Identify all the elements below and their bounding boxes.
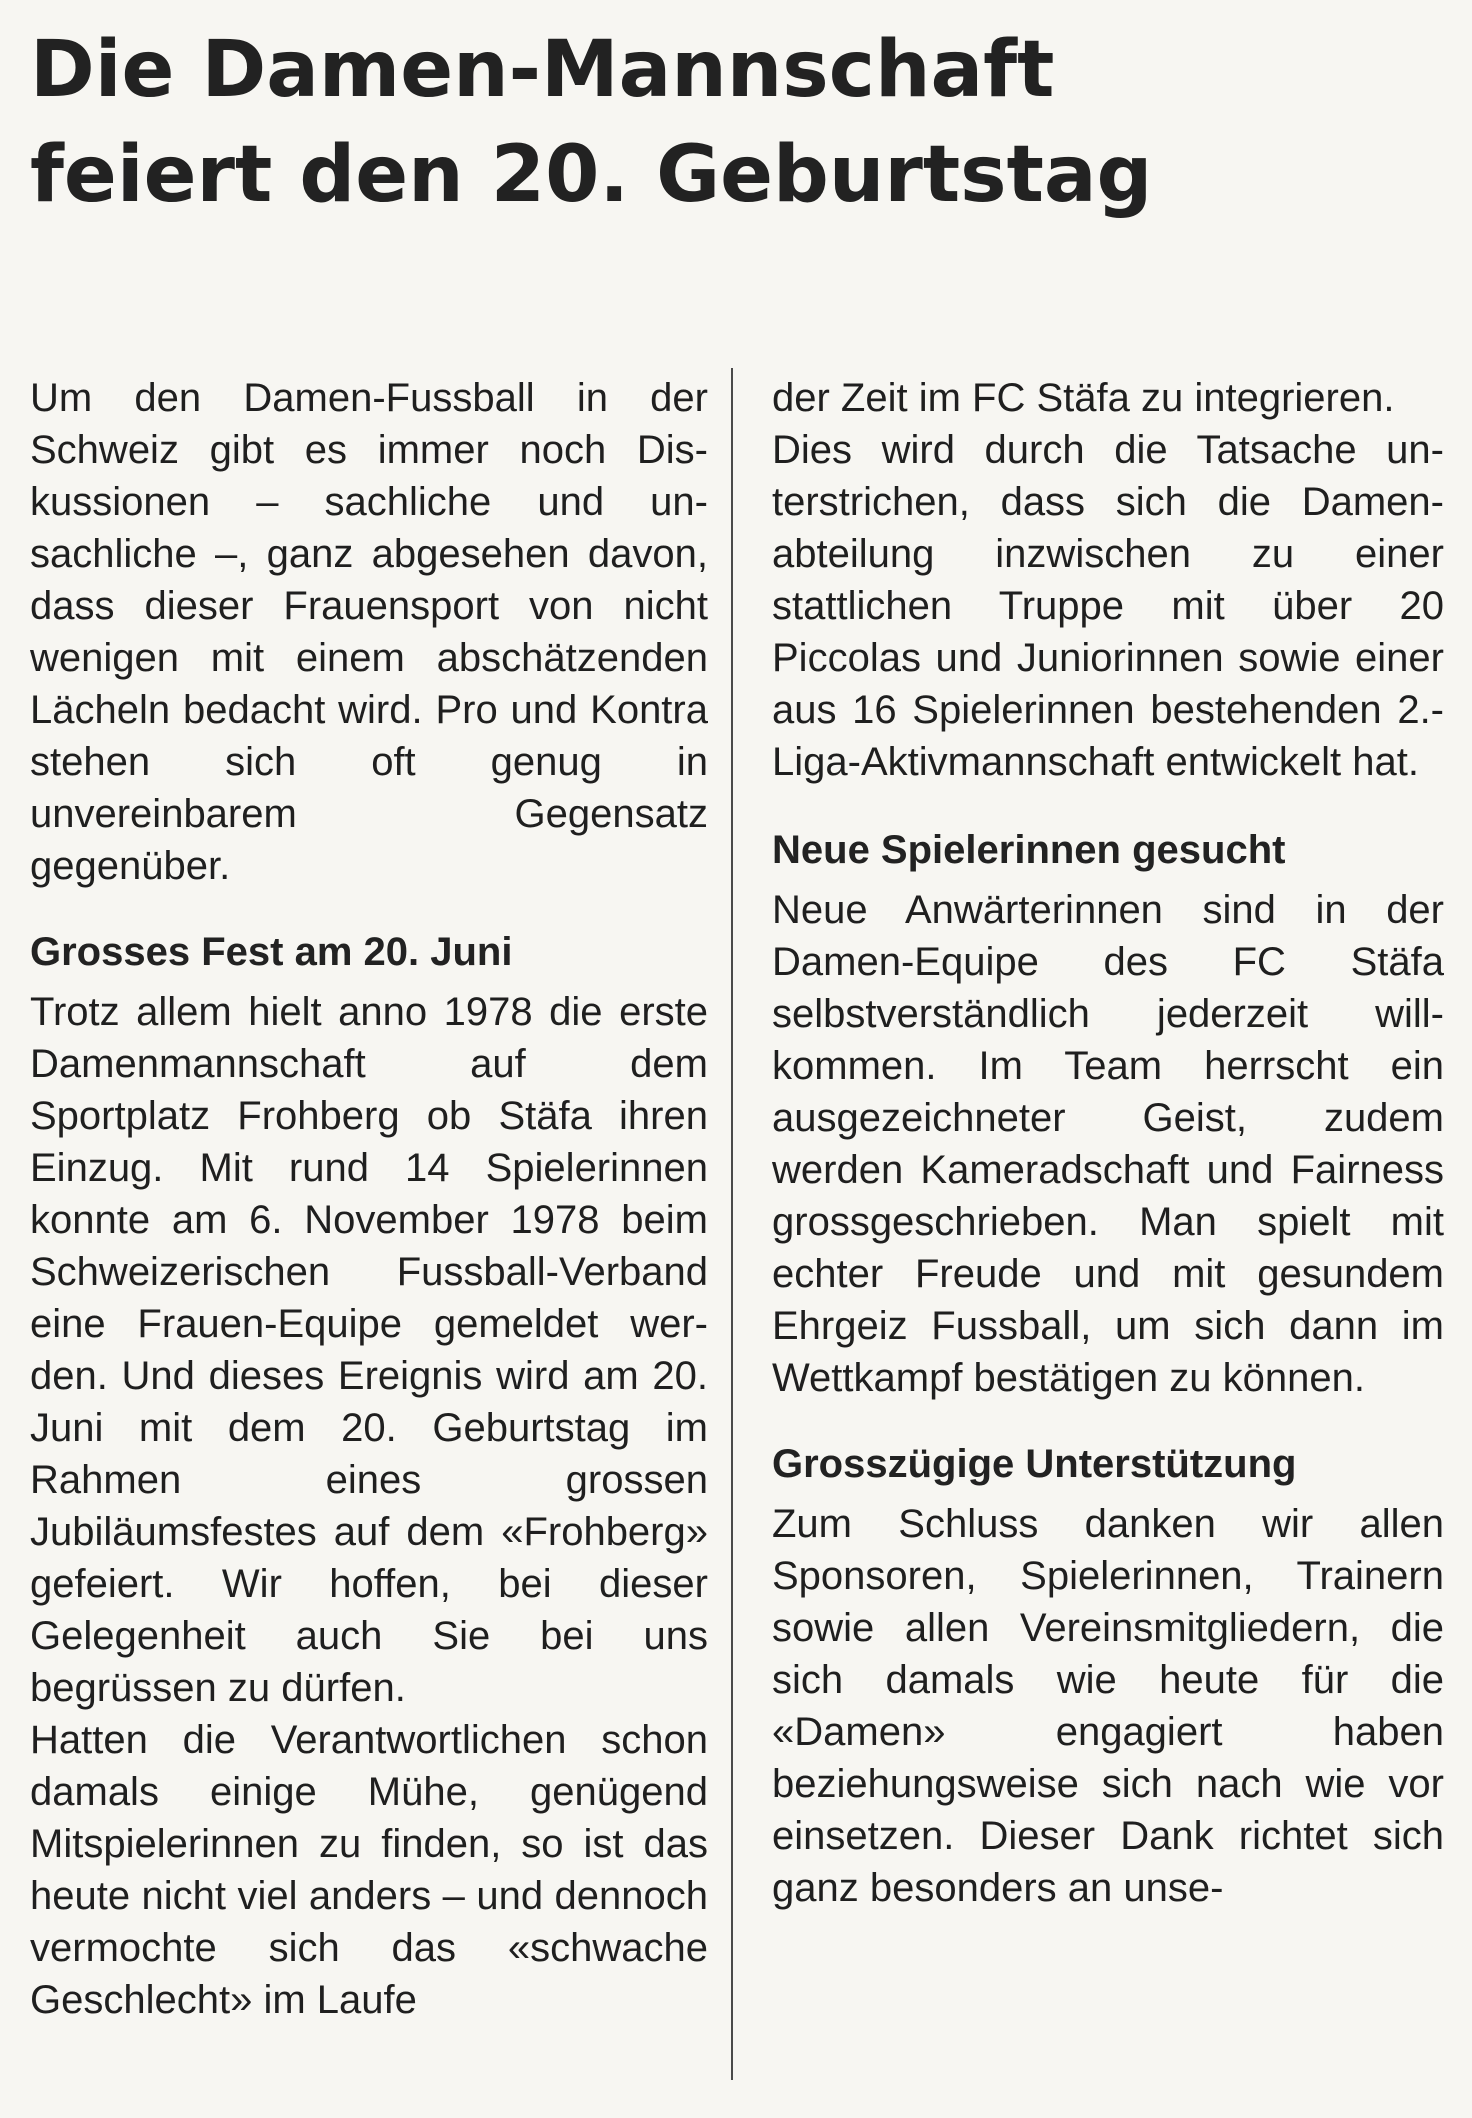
continuation-paragraph: der Zeit im FC Stäfa zu integrieren. (772, 376, 1395, 420)
subhead-unterstuetzung: Grosszügige Unterstützung (772, 1442, 1297, 1486)
paragraph-verantwortlichen: Hatten die Verantwortlichen schon damals einige Mühe, genügend Mitspielerinnen zu finden, so ist das heute nicht viel anders – und dennoch vermochte sich das «schwache Geschlecht» im Laufe (30, 1718, 708, 2022)
subhead-grosses-fest: Grosses Fest am 20. Juni (30, 930, 513, 974)
column-divider (731, 368, 733, 2080)
right-column (772, 372, 1444, 1914)
headline-line-1: Die Damen-Mannschaft (30, 25, 1055, 115)
intro-paragraph: Um den Damen-Fussball in der Schweiz gibt es immer noch Diskussionen – sachliche und unsachliche –, ganz abgesehen davon, dass dieser Frauensport von nicht wenigen mit einem abschätzenden Lächeln bedacht wird. Pro und Kontra stehen sich oft genug in unvereinbarem Gegensatz gegenüber. (30, 376, 708, 888)
left-column (30, 372, 708, 2026)
paragraph-tatsache: Dies wird durch die Tatsache unterstrichen, dass sich die Damenabteilung inzwischen zu einer stattlichen Truppe mit über 20 Piccolas und Juniorinnen sowie einer aus 16 Spielerinnen bestehenden 2.-Liga-Aktivmannschaft entwickelt hat. (772, 428, 1444, 784)
paragraph-neue-spielerinnen: Neue Anwärterinnen sind in der Damen-Equipe des FC Stäfa selbstverständlich jederzeit willkommen. Im Team herrscht ein ausgezeichneter Geist, zudem werden Kameradschaft und Fairness grossgeschrieben. Man spielt mit echter Freude und mit gesundem Ehrgeiz Fussball, um sich dann im Wettkampf bestätigen zu können. (772, 888, 1444, 1400)
headline-line-2: feiert den 20. Geburtstag (30, 130, 1153, 220)
paragraph-unterstuetzung: Zum Schluss danken wir allen Sponsoren, Spielerinnen, Trainern sowie allen Vereinsmitgliedern, die sich damals wie heute für die «Damen» engagiert haben beziehungsweise sich nach wie vor einsetzen. Dieser Dank richtet sich ganz besonders an unse- (772, 1502, 1444, 1910)
article-headline (30, 18, 1210, 228)
paragraph-grosses-fest: Trotz allem hielt anno 1978 die erste Damenmannschaft auf dem Sportplatz Frohberg ob Stäfa ihren Einzug. Mit rund 14 Spielerinnen konnte am 6. November 1978 beim Schweizerischen Fussball-Verband eine Frauen-Equipe gemeldet werden. Und dieses Ereignis wird am 20. Juni mit dem 20. Geburtstag im Rahmen eines grossen Jubiläumsfestes auf dem «Frohberg» gefeiert. Wir hoffen, bei dieser Gelegenheit auch Sie bei uns begrüssen zu dürfen. (30, 990, 708, 1710)
subhead-neue-spielerinnen: Neue Spielerinnen gesucht (772, 828, 1286, 872)
